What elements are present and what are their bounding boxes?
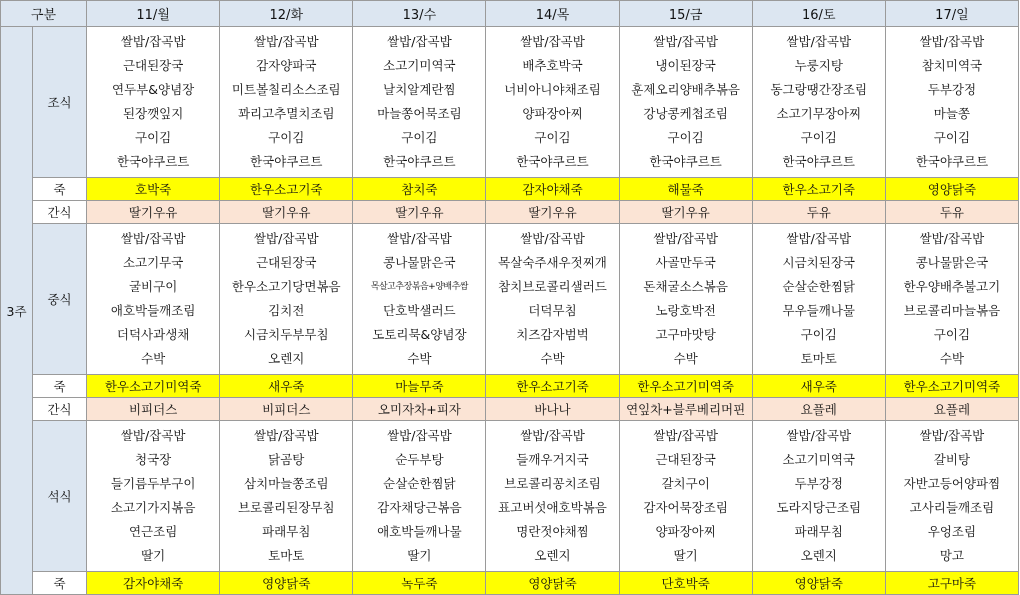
menu-item: 오렌지 [534,548,571,563]
porridge-item: 새우죽 [220,375,353,398]
menu-item: 수박 [407,351,432,366]
menu-item: 청국장 [135,452,172,467]
menu-item: 사골만두국 [655,255,716,270]
lunch-day-cell [220,224,353,375]
menu-item: 구이김 [800,130,837,145]
menu-item: 딸기 [673,548,698,563]
menu-item: 소고기미역국 [383,58,456,73]
menu-item: 브로콜리꽁치조림 [504,476,601,491]
porridge-item: 영양닭죽 [885,178,1018,201]
dinner-day-cell [486,421,619,572]
menu-item: 미트볼칠리소스조림 [231,82,341,97]
menu-item: 구이김 [135,130,172,145]
menu-item: 쌀밥/잡곡밥 [520,428,585,443]
breakfast-day-cell [885,27,1018,178]
menu-item: 된장깻잎지 [122,106,184,121]
menu-item: 갈비탕 [933,452,971,467]
snack-item: 오미자차+피자 [353,398,486,421]
menu-item: 우엉조림 [927,524,977,539]
menu-item: 구이김 [268,130,305,145]
menu-item: 시금치두부무침 [244,327,329,342]
menu-item: 순살순한찜닭 [782,279,855,294]
menu-item: 도라지당근조림 [776,500,862,515]
menu-item: 소고기무국 [122,255,184,270]
porridge-item: 한우소고기죽 [220,178,353,201]
breakfast-porridge-row [1,178,1019,201]
meal-label: 간식 [33,398,87,421]
menu-item: 더덕무침 [528,303,577,318]
menu-item: 들깨우거지국 [516,452,589,467]
day-header: 17/일 [885,1,1018,27]
dinner-day-cell [885,421,1018,572]
menu-item: 소고기미역국 [782,452,855,467]
menu-item: 고구마맛탕 [655,327,716,342]
porridge-item: 마늘무죽 [353,375,486,398]
menu-item: 근대된장국 [655,452,716,467]
snack-item: 두유 [885,201,1018,224]
day-header: 13/수 [353,1,486,27]
porridge-item: 한우소고기죽 [486,375,619,398]
day-header: 11/월 [87,1,220,27]
snack-item: 딸기우유 [486,201,619,224]
menu-item: 쌀밥/잡곡밥 [387,34,452,49]
menu-item: 쌀밥/잡곡밥 [786,231,852,246]
menu-item: 닭곰탕 [268,452,305,467]
menu-item: 쌀밥/잡곡밥 [253,231,319,246]
menu-item: 돈채굴소스볶음 [643,279,728,294]
breakfast-day-cell [220,27,353,178]
menu-item: 쌀밥/잡곡밥 [919,34,985,49]
day-header: 12/화 [220,1,353,27]
porridge-item: 참치죽 [353,178,486,201]
dinner-day-cell [353,421,486,572]
menu-item: 냉이된장국 [655,58,716,73]
snack-item: 딸기우유 [353,201,486,224]
day-header: 15/금 [619,1,752,27]
menu-item: 쌀밥/잡곡밥 [786,34,852,49]
menu-item: 감자양파국 [256,58,317,73]
menu-item: 치즈감자범벅 [516,327,589,342]
snack-item: 요플레 [752,398,885,421]
lunch-day-cell [752,224,885,375]
menu-item: 소고기가지볶음 [110,500,196,515]
porridge-item: 한우소고기미역죽 [885,375,1018,398]
menu-item: 더덕사과생채 [116,327,190,342]
menu-item: 연두부&양념장 [112,82,195,97]
snack-item: 바나나 [486,398,619,421]
menu-item: 쌀밥/잡곡밥 [653,231,718,246]
meal-label: 간식 [33,201,87,224]
menu-item: 딸기 [141,548,166,563]
menu-item: 파래무침 [794,524,843,539]
breakfast-day-cell [486,27,619,178]
porridge-item: 영양닭죽 [752,572,885,595]
porridge-item: 감자야채죽 [486,178,619,201]
menu-item: 쌀밥/잡곡밥 [653,428,718,443]
day-header: 14/목 [486,1,619,27]
snack-item: 딸기우유 [619,201,752,224]
menu-item: 파래무침 [262,524,311,539]
menu-item: 쌀밥/잡곡밥 [387,231,452,246]
menu-item: 콩나물맑은국 [383,255,456,270]
meal-label: 죽 [33,178,87,201]
menu-item: 쌀밥/잡곡밥 [120,34,186,49]
menu-item: 쌀밥/잡곡밥 [120,231,186,246]
snack-item: 비피더스 [220,398,353,421]
meal-label: 석식 [33,421,87,572]
menu-item: 쌀밥/잡곡밥 [520,34,585,49]
menu-item: 구이김 [933,130,971,145]
porridge-item: 한우소고기미역죽 [87,375,220,398]
menu-item: 수박 [540,351,565,366]
menu-item: 한국야쿠르트 [383,154,456,169]
menu-item: 시금치된장국 [782,255,855,270]
menu-item: 수박 [939,351,964,366]
menu-item: 도토리묵&양념장 [372,327,467,342]
porridge-item: 영양닭죽 [220,572,353,595]
lunch-day-cell [486,224,619,375]
dinner-day-cell [87,421,220,572]
menu-item: 목살숙주새우젓찌개 [498,255,607,270]
menu-item: 양파장아찌 [655,524,716,539]
menu-item: 김치전 [268,303,305,318]
menu-item: 한우소고기당면볶음 [231,279,341,294]
menu-item: 쌀밥/잡곡밥 [520,231,585,246]
menu-item: 자반고등어양파찜 [903,476,1001,491]
menu-item: 단호박샐러드 [383,303,456,318]
category-header: 구분 [1,1,87,27]
dinner-day-cell [752,421,885,572]
menu-item: 강낭콩케첩조림 [643,106,728,121]
menu-item: 감자채당근볶음 [377,500,462,515]
menu-item: 브로콜리된장무침 [237,500,335,515]
menu-item: 삼치마늘쫑조림 [244,476,329,491]
dinner-row [1,421,1019,572]
menu-item: 한국야쿠르트 [116,154,190,169]
menu-item: 구이김 [933,327,971,342]
lunch-day-cell [87,224,220,375]
snack-item: 딸기우유 [220,201,353,224]
snack-item: 연잎차+블루베리머핀 [619,398,752,421]
lunch-day-cell [619,224,752,375]
menu-item: 쌀밥/잡곡밥 [120,428,186,443]
menu-item: 연근조림 [128,524,178,539]
menu-item: 목살고추장볶음+양배추쌈 [370,282,468,292]
header-row [1,1,1019,27]
menu-item: 한국야쿠르트 [782,154,855,169]
menu-item: 오렌지 [268,351,305,366]
menu-item: 배추호박국 [522,58,583,73]
meal-label: 중식 [33,224,87,375]
menu-item: 망고 [939,548,964,563]
porridge-item: 한우소고기미역죽 [619,375,752,398]
menu-item: 한우양배추불고기 [903,279,1001,294]
porridge-item: 단호박죽 [619,572,752,595]
menu-item: 순두부탕 [395,452,444,467]
menu-item: 구이김 [800,327,837,342]
menu-item: 표고버섯애호박볶음 [498,500,607,515]
menu-item: 명란젓야채찜 [516,524,589,539]
menu-item: 훈제오리양배추볶음 [631,82,740,97]
lunch-row [1,224,1019,375]
menu-item: 쌀밥/잡곡밥 [253,34,319,49]
menu-item: 수박 [673,351,698,366]
snack-item: 요플레 [885,398,1018,421]
menu-item: 근대된장국 [122,58,184,73]
menu-item: 꽈리고추멸치조림 [237,106,335,121]
snack-item: 비피더스 [87,398,220,421]
meal-label: 죽 [33,572,87,595]
menu-item: 애호박들깨조림 [110,303,196,318]
menu-item: 굴비구이 [128,279,178,294]
menu-item: 누룽지탕 [794,58,843,73]
week-label: 3주 [1,27,33,595]
menu-item: 근대된장국 [256,255,317,270]
menu-item: 양파장아찌 [522,106,583,121]
menu-item: 구이김 [667,130,704,145]
menu-item: 순살순한찜닭 [383,476,456,491]
lunch-porridge-row [1,375,1019,398]
porridge-item: 영양닭죽 [486,572,619,595]
menu-item: 콩나물맑은국 [915,255,989,270]
menu-item: 한국야쿠르트 [250,154,323,169]
menu-item: 쌀밥/잡곡밥 [786,428,852,443]
menu-item: 한국야쿠르트 [649,154,722,169]
day-header: 16/토 [752,1,885,27]
porridge-item: 새우죽 [752,375,885,398]
menu-item: 고사리들깨조림 [909,500,995,515]
breakfast-day-cell [619,27,752,178]
porridge-item: 감자야채죽 [87,572,220,595]
breakfast-row [1,27,1019,178]
menu-item: 쌀밥/잡곡밥 [653,34,718,49]
menu-item: 너비아니야채조림 [504,82,601,97]
menu-item: 쌀밥/잡곡밥 [387,428,452,443]
menu-item: 브로콜리마늘볶음 [903,303,1001,318]
menu-item: 수박 [141,351,166,366]
snack-item: 딸기우유 [87,201,220,224]
porridge-item: 호박죽 [87,178,220,201]
menu-item: 두부강정 [927,82,977,97]
morning-snack-row [1,201,1019,224]
menu-item: 한국야쿠르트 [516,154,589,169]
dinner-porridge-row [1,572,1019,595]
menu-item: 쌀밥/잡곡밥 [253,428,319,443]
dinner-day-cell [619,421,752,572]
menu-item: 동그랑땡간장조림 [770,82,868,97]
menu-item: 오렌지 [800,548,837,563]
menu-item: 소고기무장아찌 [776,106,862,121]
menu-item: 딸기 [407,548,432,563]
lunch-day-cell [885,224,1018,375]
meal-label: 조식 [33,27,87,178]
porridge-item: 해물죽 [619,178,752,201]
breakfast-day-cell [87,27,220,178]
menu-item: 노랑호박전 [655,303,716,318]
menu-item: 구이김 [401,130,438,145]
menu-item: 감자어묵장조림 [643,500,728,515]
menu-item: 참치미역국 [921,58,983,73]
menu-item: 두부강정 [794,476,843,491]
porridge-item: 고구마죽 [885,572,1018,595]
lunch-day-cell [353,224,486,375]
menu-item: 무우들깨나물 [782,303,855,318]
menu-item: 쌀밥/잡곡밥 [919,231,985,246]
breakfast-day-cell [752,27,885,178]
menu-item: 마늘쫑어묵조림 [377,106,462,121]
menu-item: 구이김 [534,130,571,145]
menu-item: 참치브로콜리샐러드 [498,279,607,294]
menu-item: 마늘쫑 [933,106,971,121]
menu-item: 날치알계란찜 [383,82,456,97]
breakfast-day-cell [353,27,486,178]
meal-label: 죽 [33,375,87,398]
porridge-item: 녹두죽 [353,572,486,595]
afternoon-snack-row [1,398,1019,421]
menu-item: 갈치구이 [661,476,710,491]
menu-item: 한국야쿠르트 [915,154,989,169]
menu-item: 토마토 [800,351,837,366]
menu-item: 쌀밥/잡곡밥 [919,428,985,443]
dinner-day-cell [220,421,353,572]
porridge-item: 한우소고기죽 [752,178,885,201]
menu-item: 들기름두부구이 [110,476,196,491]
snack-item: 두유 [752,201,885,224]
menu-item: 토마토 [268,548,305,563]
menu-item: 애호박들깨나물 [377,524,462,539]
